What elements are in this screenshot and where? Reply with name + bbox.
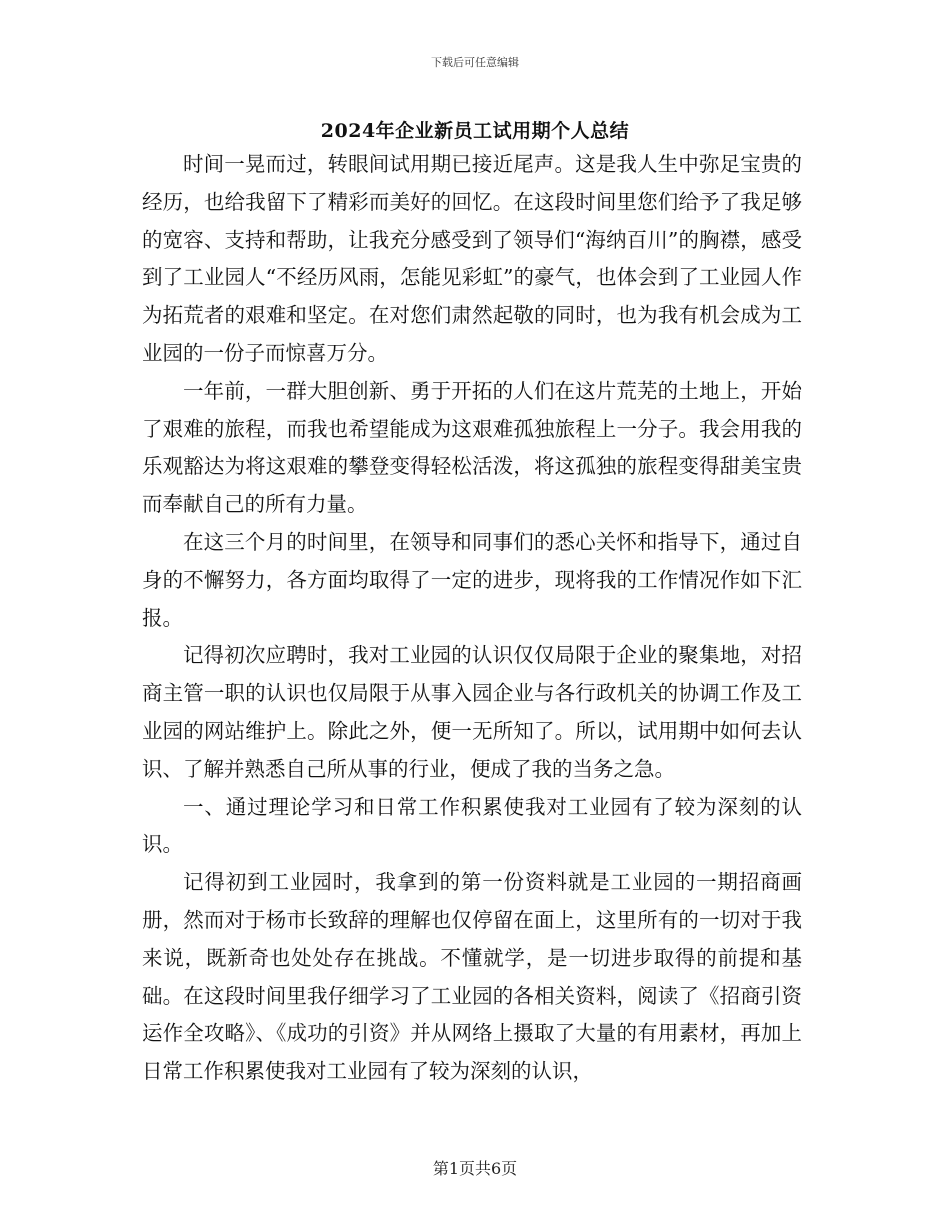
- section-heading-1: 一、通过理论学习和日常工作积累使我对工业园有了较为深刻的认识。: [142, 794, 802, 857]
- paragraph-4: 记得初次应聘时，我对工业园的认识仅仅局限于企业的聚集地，对招商主管一职的认识也仅局限于从事入园企业与各行政机关的协调工作及工业园的网站维护上。除此之外，便一无所知了。所以，试用期中如何去认识、了解并熟悉自己所从事的行业，便成了我的当务之急。: [142, 643, 802, 781]
- paragraph-2: 一年前，一群大胆创新、勇于开拓的人们在这片荒芜的土地上，开始了艰难的旅程，而我也希望能成为这艰难孤独旅程上一分子。我会用我的乐观豁达为将这艰难的攀登变得轻松活泼，将这孤独的旅程变得甜美宝贵而奉献自己的所有力量。: [142, 378, 802, 517]
- document-title: 2024年企业新员工试用期个人总结: [320, 120, 630, 142]
- paragraph-3: 在这三个月的时间里，在领导和同事们的悉心关怀和指导下，通过自身的不懈努力，各方面均取得了一定的进步，现将我的工作情况作如下汇报。: [142, 529, 802, 630]
- page-number-footer: 第1页共6页: [432, 1159, 518, 1178]
- paragraph-5: 记得初到工业园时，我拿到的第一份资料就是工业园的一期招商画册，然而对于杨市长致辞的理解也仅停留在面上，这里所有的一切对于我来说，既新奇也处处存在挑战。不懂就学，是一切进步取得的前提和基础。在这段时间里我仔细学习了工业园的各相关资料，阅读了《招商引资运作全攻略》、《成功的引资》并从网络上摄取了大量的有用素材，再加上日常工作积累使我对工业园有了较为深刻的认识，: [142, 870, 802, 1084]
- header-note: 下载后可任意编辑: [431, 56, 519, 69]
- paragraph-1: 时间一晃而过，转眼间试用期已接近尾声。这是我人生中弥足宝贵的经历，也给我留下了精彩而美好的回忆。在这段时间里您们给予了我足够的宽容、支持和帮助，让我充分感受到了领导们“海纳百川”的胸襟，感受到了工业园人“不经历风雨，怎能见彩虹”的豪气，也体会到了工业园人作为拓荒者的艰难和坚定。在对您们肃然起敬的同时，也为我有机会成为工业园的一份子而惊喜万分。: [142, 152, 802, 365]
- document-body: [142, 146, 802, 1091]
